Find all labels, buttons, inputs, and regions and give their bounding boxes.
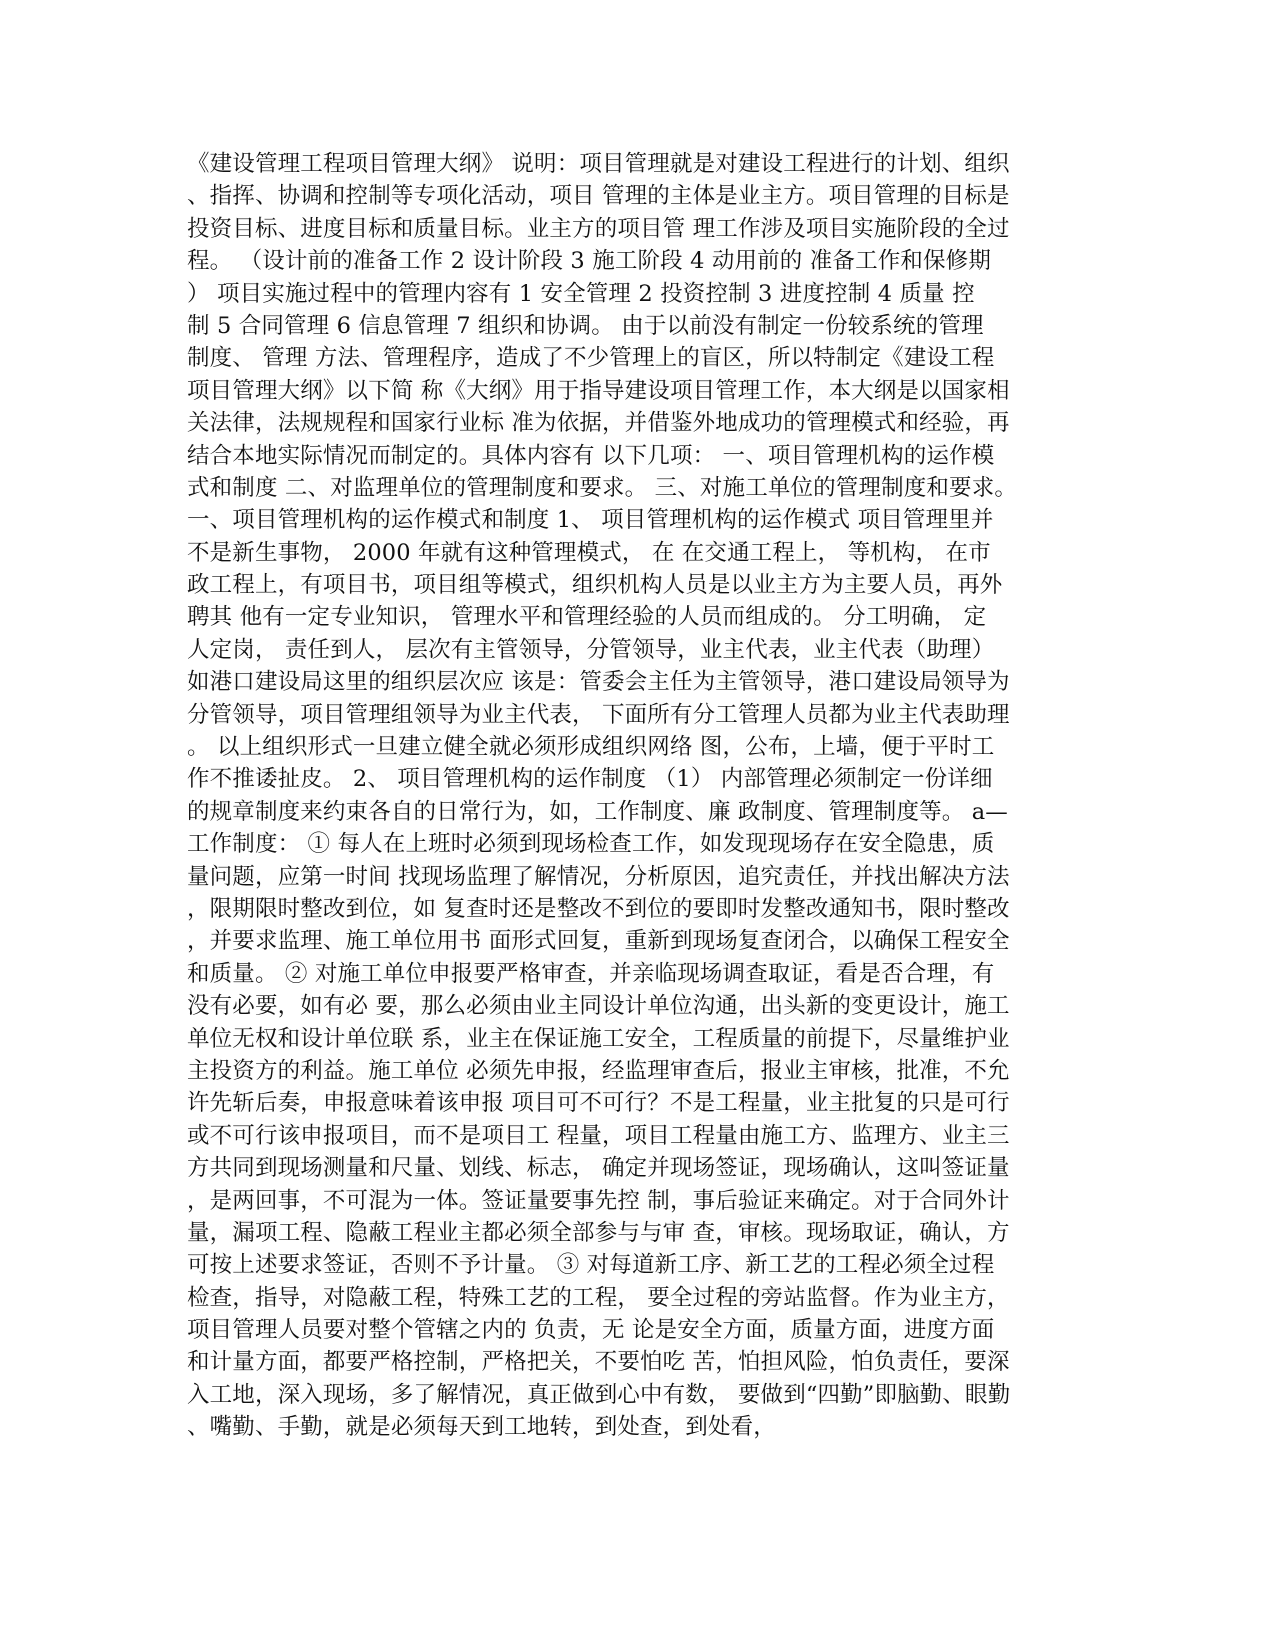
text-line: 投资目标、进度目标和质量目标。业主方的项目管 理工作涉及项目实施阶段的全过 <box>187 215 1010 242</box>
text-line: ，限期限时整改到位，如 复查时还是整改不到位的要即时发整改通知书，限时整改 <box>187 895 1010 922</box>
text-line: 和质量。 ② 对施工单位申报要严格审查，并亲临现场调查取证，看是否合理，有 <box>187 960 995 987</box>
text-line: 和计量方面，都要严格控制，严格把关，不要怕吃 苦，怕担风险，怕负责任，要深 <box>187 1349 1010 1376</box>
text-line: 许先斩后奏，申报意味着该申报 项目可不可行？不是工程量，业主批复的只是可行 <box>187 1090 1010 1117</box>
text-line: 量，漏项工程、隐蔽工程业主都必须全部参与与审 查，审核。现场取证，确认，方 <box>187 1219 1010 1246</box>
text-line: 不是新生事物， 2000 年就有这种管理模式， 在 在交通工程上， 等机构， 在市 <box>187 539 991 566</box>
text-line: 项目管理人员要对整个管辖之内的 负责，无 论是安全方面，质量方面，进度方面 <box>187 1317 995 1344</box>
text-line: 量问题，应第一时间 找现场监理了解情况，分析原因，追究责任，并找出解决方法 <box>187 863 1010 890</box>
text-line: 程。 （设计前的准备工作 2 设计阶段 3 施工阶段 4 动用前的 准备工作和保修期 <box>187 248 991 275</box>
text-line: 政工程上，有项目书，项目组等模式，组织机构人员是以业主方为主要人员，再外 <box>187 572 1003 599</box>
text-line: 工作制度： ① 每人在上班时必须到现场检查工作，如发现现场存在安全隐患，质 <box>187 831 995 858</box>
text-line: 的规章制度来约束各自的日常行为，如，工作制度、廉 政制度、管理制度等。 a— <box>187 798 1008 825</box>
text-line: 聘其 他有一定专业知识， 管理水平和管理经验的人员而组成的。 分工明确， 定 <box>187 604 987 631</box>
text-line: 、嘴勤、手勤，就是必须每天到工地转，到处查，到处看， <box>187 1414 776 1441</box>
text-line: 式和制度 二、对监理单位的管理制度和要求。 三、对施工单位的管理制度和要求。 <box>187 474 1018 501</box>
text-line: 项目管理大纲》以下简 称《大纲》用于指导建设项目管理工作，本大纲是以国家相 <box>187 377 1010 404</box>
text-line: ，并要求监理、施工单位用书 面形式回复，重新到现场复查闭合，以确保工程安全 <box>187 928 1010 955</box>
text-line: 、指挥、协调和控制等专项化活动，项目 管理的主体是业主方。项目管理的目标是 <box>187 183 1010 210</box>
text-line: 或不可行该申报项目，而不是项目工 程量，项目工程量由施工方、监理方、业主三 <box>187 1122 1010 1149</box>
text-line: ） 项目实施过程中的管理内容有 1 安全管理 2 投资控制 3 进度控制 4 质量 控 <box>187 280 975 307</box>
text-line: 制度、 管理 方法、管理程序，造成了不少管理上的盲区，所以特制定《建设工程 <box>187 345 995 372</box>
text-line: ，是两回事，不可混为一体。签证量要事先控 制，事后验证来确定。对于合同外计 <box>187 1187 1010 1214</box>
text-line: 入工地，深入现场，多了解情况，真正做到心中有数， 要做到“四勤”即脑勤、眼勤 <box>187 1381 1011 1408</box>
text-line: 关法律，法规规程和国家行业标 准为依据，并借鉴外地成功的管理模式和经验，再 <box>187 410 1010 437</box>
text-line: 检查，指导，对隐蔽工程，特殊工艺的工程， 要全过程的旁站监督。作为业主方， <box>187 1284 1010 1311</box>
text-line: 作不推诿扯皮。 2、 项目管理机构的运作制度 （1） 内部管理必须制定一份详细 <box>187 766 993 793</box>
text-line: 分管领导，项目管理组领导为业主代表， 下面所有分工管理人员都为业主代表助理 <box>187 701 1010 728</box>
text-line: 一、项目管理机构的运作模式和制度 1、 项目管理机构的运作模式 项目管理里并 <box>187 507 994 534</box>
text-line: 单位无权和设计单位联 系，业主在保证施工安全，工程质量的前提下，尽量维护业 <box>187 1025 1010 1052</box>
text-line: 没有必要，如有必 要，那么必须由业主同设计单位沟通，出头新的变更设计，施工 <box>187 993 1010 1020</box>
text-line: 主投资方的利益。施工单位 必须先申报，经监理审查后，报业主审核，批准，不允 <box>187 1057 1010 1084</box>
text-line: 方共同到现场测量和尺量、划线、标志， 确定并现场签证，现场确认，这叫签证量 <box>187 1155 1010 1182</box>
text-line: 如港口建设局这里的组织层次应 该是：管委会主任为主管领导，港口建设局领导为 <box>187 669 1010 696</box>
document-body <box>187 148 1087 1444</box>
text-line: 。 以上组织形式一旦建立健全就必须形成组织网络 图，公布，上墙，便于平时工 <box>187 734 995 761</box>
text-line: 制 5 合同管理 6 信息管理 7 组织和协调。 由于以前没有制定一份较系统的管理 <box>187 312 984 339</box>
text-line: 结合本地实际情况而制定的。具体内容有 以下几项： 一、项目管理机构的运作模 <box>187 442 995 469</box>
text-line: 《建设管理工程项目管理大纲》 说明：项目管理就是对建设工程进行的计划、组织 <box>187 151 1010 177</box>
text-line: 可按上述要求签证，否则不予计量。 ③ 对每道新工序、新工艺的工程必须全过程 <box>187 1252 995 1279</box>
text-line: 人定岗， 责任到人， 层次有主管领导，分管领导，业主代表，业主代表（助理） <box>187 636 995 663</box>
